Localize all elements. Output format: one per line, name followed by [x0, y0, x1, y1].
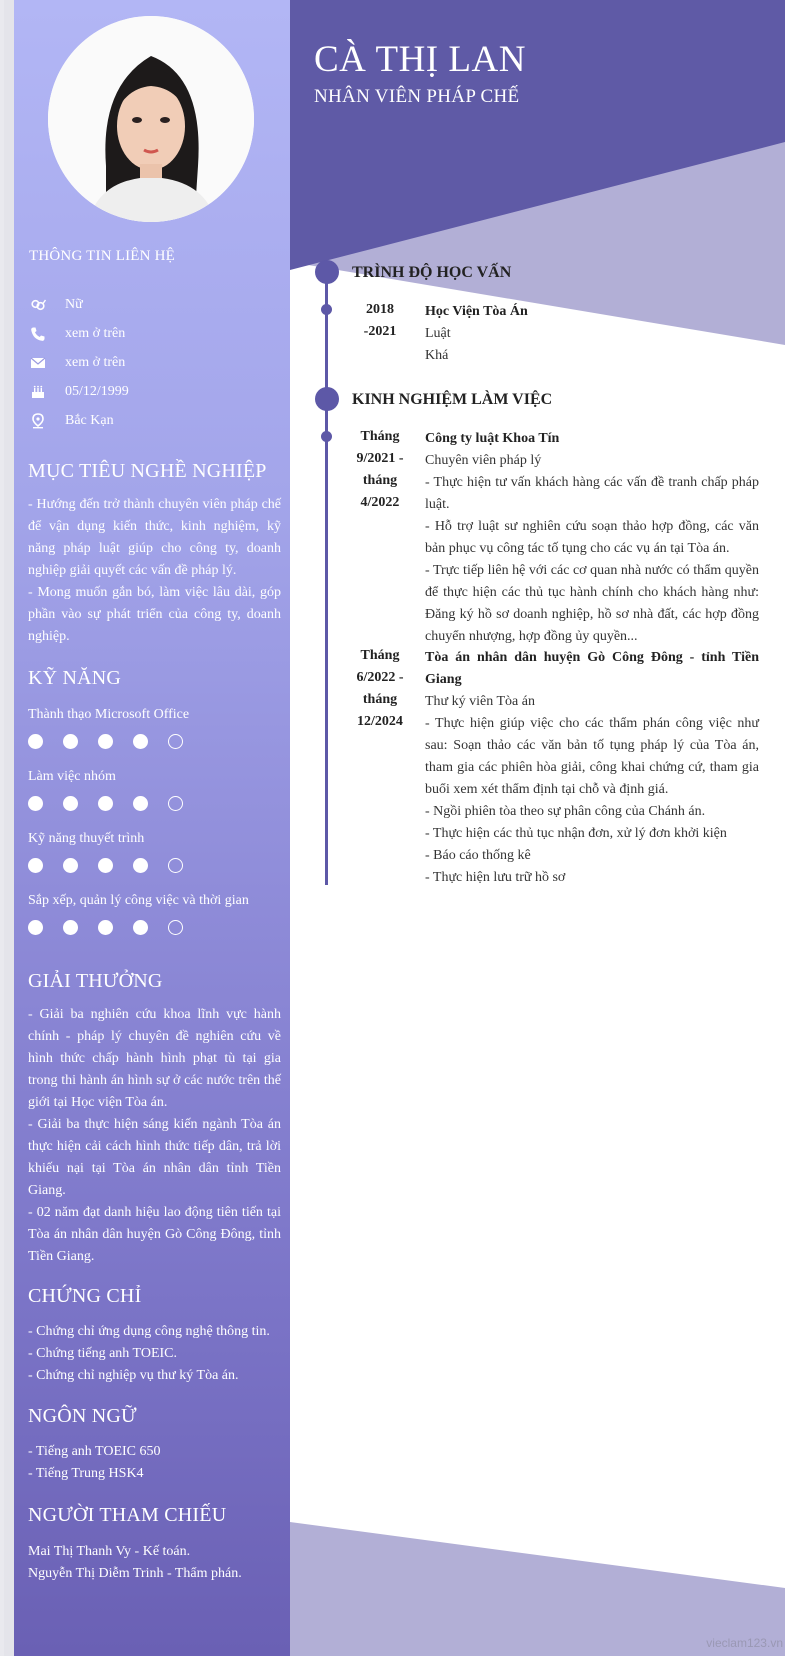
timeline-section-marker: [315, 260, 339, 284]
phone-icon: [29, 326, 47, 342]
rating-dot-filled: [63, 734, 78, 749]
contact-birthday-value: 05/12/1999: [65, 383, 129, 399]
job-duty: - Thực hiện giúp việc cho các thẩm phán công việc như sau: Soạn thảo các văn bản tố tụng pháp lý của Tòa án, tham gia các phiên hòa giải, công khai chứng cứ, tham gia buổi xem xét thẩm định tại chỗ và định giá.: [425, 716, 759, 797]
rating-dot-filled: [98, 734, 113, 749]
certificate-item: - Chứng chỉ nghiệp vụ thư ký Tòa án.: [28, 1368, 239, 1383]
language-item: - Tiếng Trung HSK4: [28, 1466, 144, 1481]
rating-dot-filled: [98, 920, 113, 935]
contact-gender: [29, 290, 129, 319]
certificate-item: - Chứng chỉ ứng dụng công nghệ thông tin.: [28, 1324, 270, 1339]
reference-item: Nguyễn Thị Diễm Trinh - Thẩm phán.: [28, 1566, 242, 1581]
profile-photo: [48, 16, 254, 222]
reference-item: Mai Thị Thanh Vy - Kế toán.: [28, 1544, 191, 1559]
rating-dot-filled: [63, 796, 78, 811]
job-duty: - Ngồi phiên tòa theo sự phân công của Chánh án.: [425, 804, 706, 819]
job-date: [344, 426, 416, 514]
watermark[interactable]: vieclam123.vn: [706, 1636, 783, 1650]
rating-dot-filled: [63, 920, 78, 935]
experience-heading: KINH NGHIỆM LÀM VIỆC: [352, 391, 553, 408]
skills-heading: KỸ NĂNG: [28, 667, 122, 689]
mail-icon: [29, 355, 47, 371]
job-duty: - Hỗ trợ luật sư nghiên cứu soạn thảo hợp đồng, các văn bản phục vụ công tác tố tụng cho các vụ án tại Tòa án.: [425, 519, 759, 556]
contact-gender-value: Nữ: [65, 296, 83, 312]
rating-dot-empty: [168, 734, 183, 749]
job-date-line: tháng: [362, 692, 398, 707]
skill-name: Làm việc nhóm: [28, 769, 116, 784]
job-entry: [425, 647, 759, 889]
location-pin-icon: [29, 413, 47, 429]
job-entry: [425, 428, 759, 648]
contact-phone: [29, 319, 129, 348]
job-position: Chuyên viên pháp lý: [425, 453, 542, 468]
job-duty: - Trực tiếp liên hệ với các cơ quan nhà nước có thẩm quyền để thực hiện các thủ tục hành chính cho khách hàng như: Đăng ký hồ sơ doanh nghiệp, hồ sơ nhà đất, các hợp đồng chuyển nhượng, hợp đồng ủy quyền...: [425, 563, 759, 644]
rating-dot-filled: [28, 920, 43, 935]
contact-list: [29, 290, 129, 435]
references-heading: NGƯỜI THAM CHIẾU: [28, 1504, 227, 1526]
education-heading: TRÌNH ĐỘ HỌC VẤN: [352, 264, 512, 281]
candidate-role: NHÂN VIÊN PHÁP CHẾ: [314, 86, 520, 107]
language-item: - Tiếng anh TOEIC 650: [28, 1444, 161, 1459]
contact-phone-value: xem ở trên: [65, 325, 126, 341]
rating-dot-filled: [63, 858, 78, 873]
contact-heading: THÔNG TIN LIÊN HỆ: [29, 248, 176, 264]
cv-page: [4, 0, 785, 1656]
timeline-section-marker: [315, 387, 339, 411]
job-date-line: Tháng: [360, 648, 400, 663]
job-date-line: 9/2021 -: [356, 451, 404, 466]
job-duty: - Thực hiện các thủ tục nhận đơn, xử lý đơn khởi kiện: [425, 826, 727, 841]
education-date-end: -2021: [363, 324, 397, 339]
skill-name: Thành thạo Microsoft Office: [28, 707, 190, 722]
rating-dot-filled: [133, 858, 148, 873]
certificates-heading: CHỨNG CHỈ: [28, 1285, 142, 1307]
education-grade: Khá: [425, 348, 449, 363]
objective-paragraph-2: - Mong muốn gắn bó, làm việc lâu dài, góp phần vào sự phát triển của công ty, doanh nghiệp.: [28, 585, 281, 644]
job-position: Thư ký viên Tòa án: [425, 694, 535, 709]
skill-item: [28, 705, 281, 767]
contact-address: [29, 406, 129, 435]
gender-icon: [29, 297, 47, 313]
company-name: Công ty luật Khoa Tín: [425, 431, 560, 446]
award-paragraph-1: - Giải ba nghiên cứu khoa lĩnh vực hành chính - pháp lý chuyên đề nghiên cứu về hình thức chấp hành hình phạt tù tại gia trong thi hành án hình sự ở các nước trên thế giới tại Học viện Tòa án.: [28, 1007, 281, 1110]
rating-dot-filled: [133, 920, 148, 935]
job-duty: - Thực hiện lưu trữ hồ sơ: [425, 870, 566, 885]
awards-heading: GIẢI THƯỞNG: [28, 970, 163, 992]
objective-heading: MỤC TIÊU NGHỀ NGHIỆP: [28, 460, 267, 482]
rating-dot-filled: [98, 858, 113, 873]
rating-dot-empty: [168, 920, 183, 935]
languages-heading: NGÔN NGỮ: [28, 1405, 137, 1427]
rating-dot-filled: [28, 734, 43, 749]
job-date-line: Tháng: [360, 429, 400, 444]
award-paragraph-3: - 02 năm đạt danh hiệu lao động tiên tiến tại Tòa án nhân dân huyện Gò Công Đông, tỉnh Tiền Giang.: [28, 1205, 281, 1264]
certificates-list: [28, 1321, 288, 1387]
timeline-entry-marker: [321, 431, 332, 442]
skill-rating: [28, 793, 281, 813]
job-duty: - Báo cáo thống kê: [425, 848, 531, 863]
job-duty: - Thực hiện tư vấn khách hàng các vấn đề tranh chấp pháp luật.: [425, 475, 759, 512]
contact-email-value: xem ở trên: [65, 354, 126, 370]
references-list: [28, 1541, 288, 1585]
rating-dot-empty: [168, 796, 183, 811]
company-name: Tòa án nhân dân huyện Gò Công Đông - tỉnh Tiền Giang: [425, 650, 759, 687]
skill-name: Sắp xếp, quản lý công việc và thời gian: [28, 893, 249, 908]
sidebar: [14, 0, 290, 1656]
objective-text: [28, 494, 281, 648]
skill-name: Kỹ năng thuyết trình: [28, 831, 145, 846]
birthday-cake-icon: [29, 384, 47, 400]
skill-rating: [28, 855, 281, 875]
skill-item: [28, 767, 281, 829]
candidate-name: CÀ THỊ LAN: [314, 39, 526, 80]
education-entry: [425, 301, 759, 367]
rating-dot-filled: [28, 796, 43, 811]
skill-item: [28, 891, 281, 953]
contact-email: [29, 348, 129, 377]
school-name: Học Viện Tòa Án: [425, 304, 528, 319]
skill-rating: [28, 917, 281, 937]
rating-dot-empty: [168, 858, 183, 873]
contact-address-value: Bắc Kạn: [65, 412, 114, 428]
rating-dot-filled: [98, 796, 113, 811]
job-date-line: 12/2024: [357, 714, 403, 729]
rating-dot-filled: [133, 796, 148, 811]
certificate-item: - Chứng tiếng anh TOEIC.: [28, 1346, 178, 1361]
job-date-line: 4/2022: [360, 495, 400, 510]
education-date: [344, 299, 416, 343]
skill-item: [28, 829, 281, 891]
skills-list: [28, 705, 281, 953]
languages-list: [28, 1441, 288, 1485]
education-major: Luật: [425, 326, 451, 341]
job-date-line: 6/2022 -: [356, 670, 404, 685]
rating-dot-filled: [28, 858, 43, 873]
objective-paragraph-1: - Hướng đến trở thành chuyên viên pháp chế để vận dụng kiến thức, kinh nghiệm, kỹ năng pháp luật giúp cho công ty, doanh nghiệp giải quyết các vấn đề pháp lý.: [28, 497, 281, 578]
job-date-line: tháng: [362, 473, 398, 488]
skill-rating: [28, 731, 281, 751]
contact-birthday: [29, 377, 129, 406]
rating-dot-filled: [133, 734, 148, 749]
job-date: [344, 645, 416, 733]
timeline-line: [325, 272, 328, 885]
timeline-entry-marker: [321, 304, 332, 315]
education-date-start: 2018: [366, 302, 394, 317]
awards-text: [28, 1004, 281, 1268]
award-paragraph-2: - Giải ba thực hiện sáng kiến ngành Tòa án thực hiện cải cách hình thức tiếp dân, trả lời khiếu nại tại Tòa án nhân dân tỉnh Tiền Giang.: [28, 1117, 281, 1198]
